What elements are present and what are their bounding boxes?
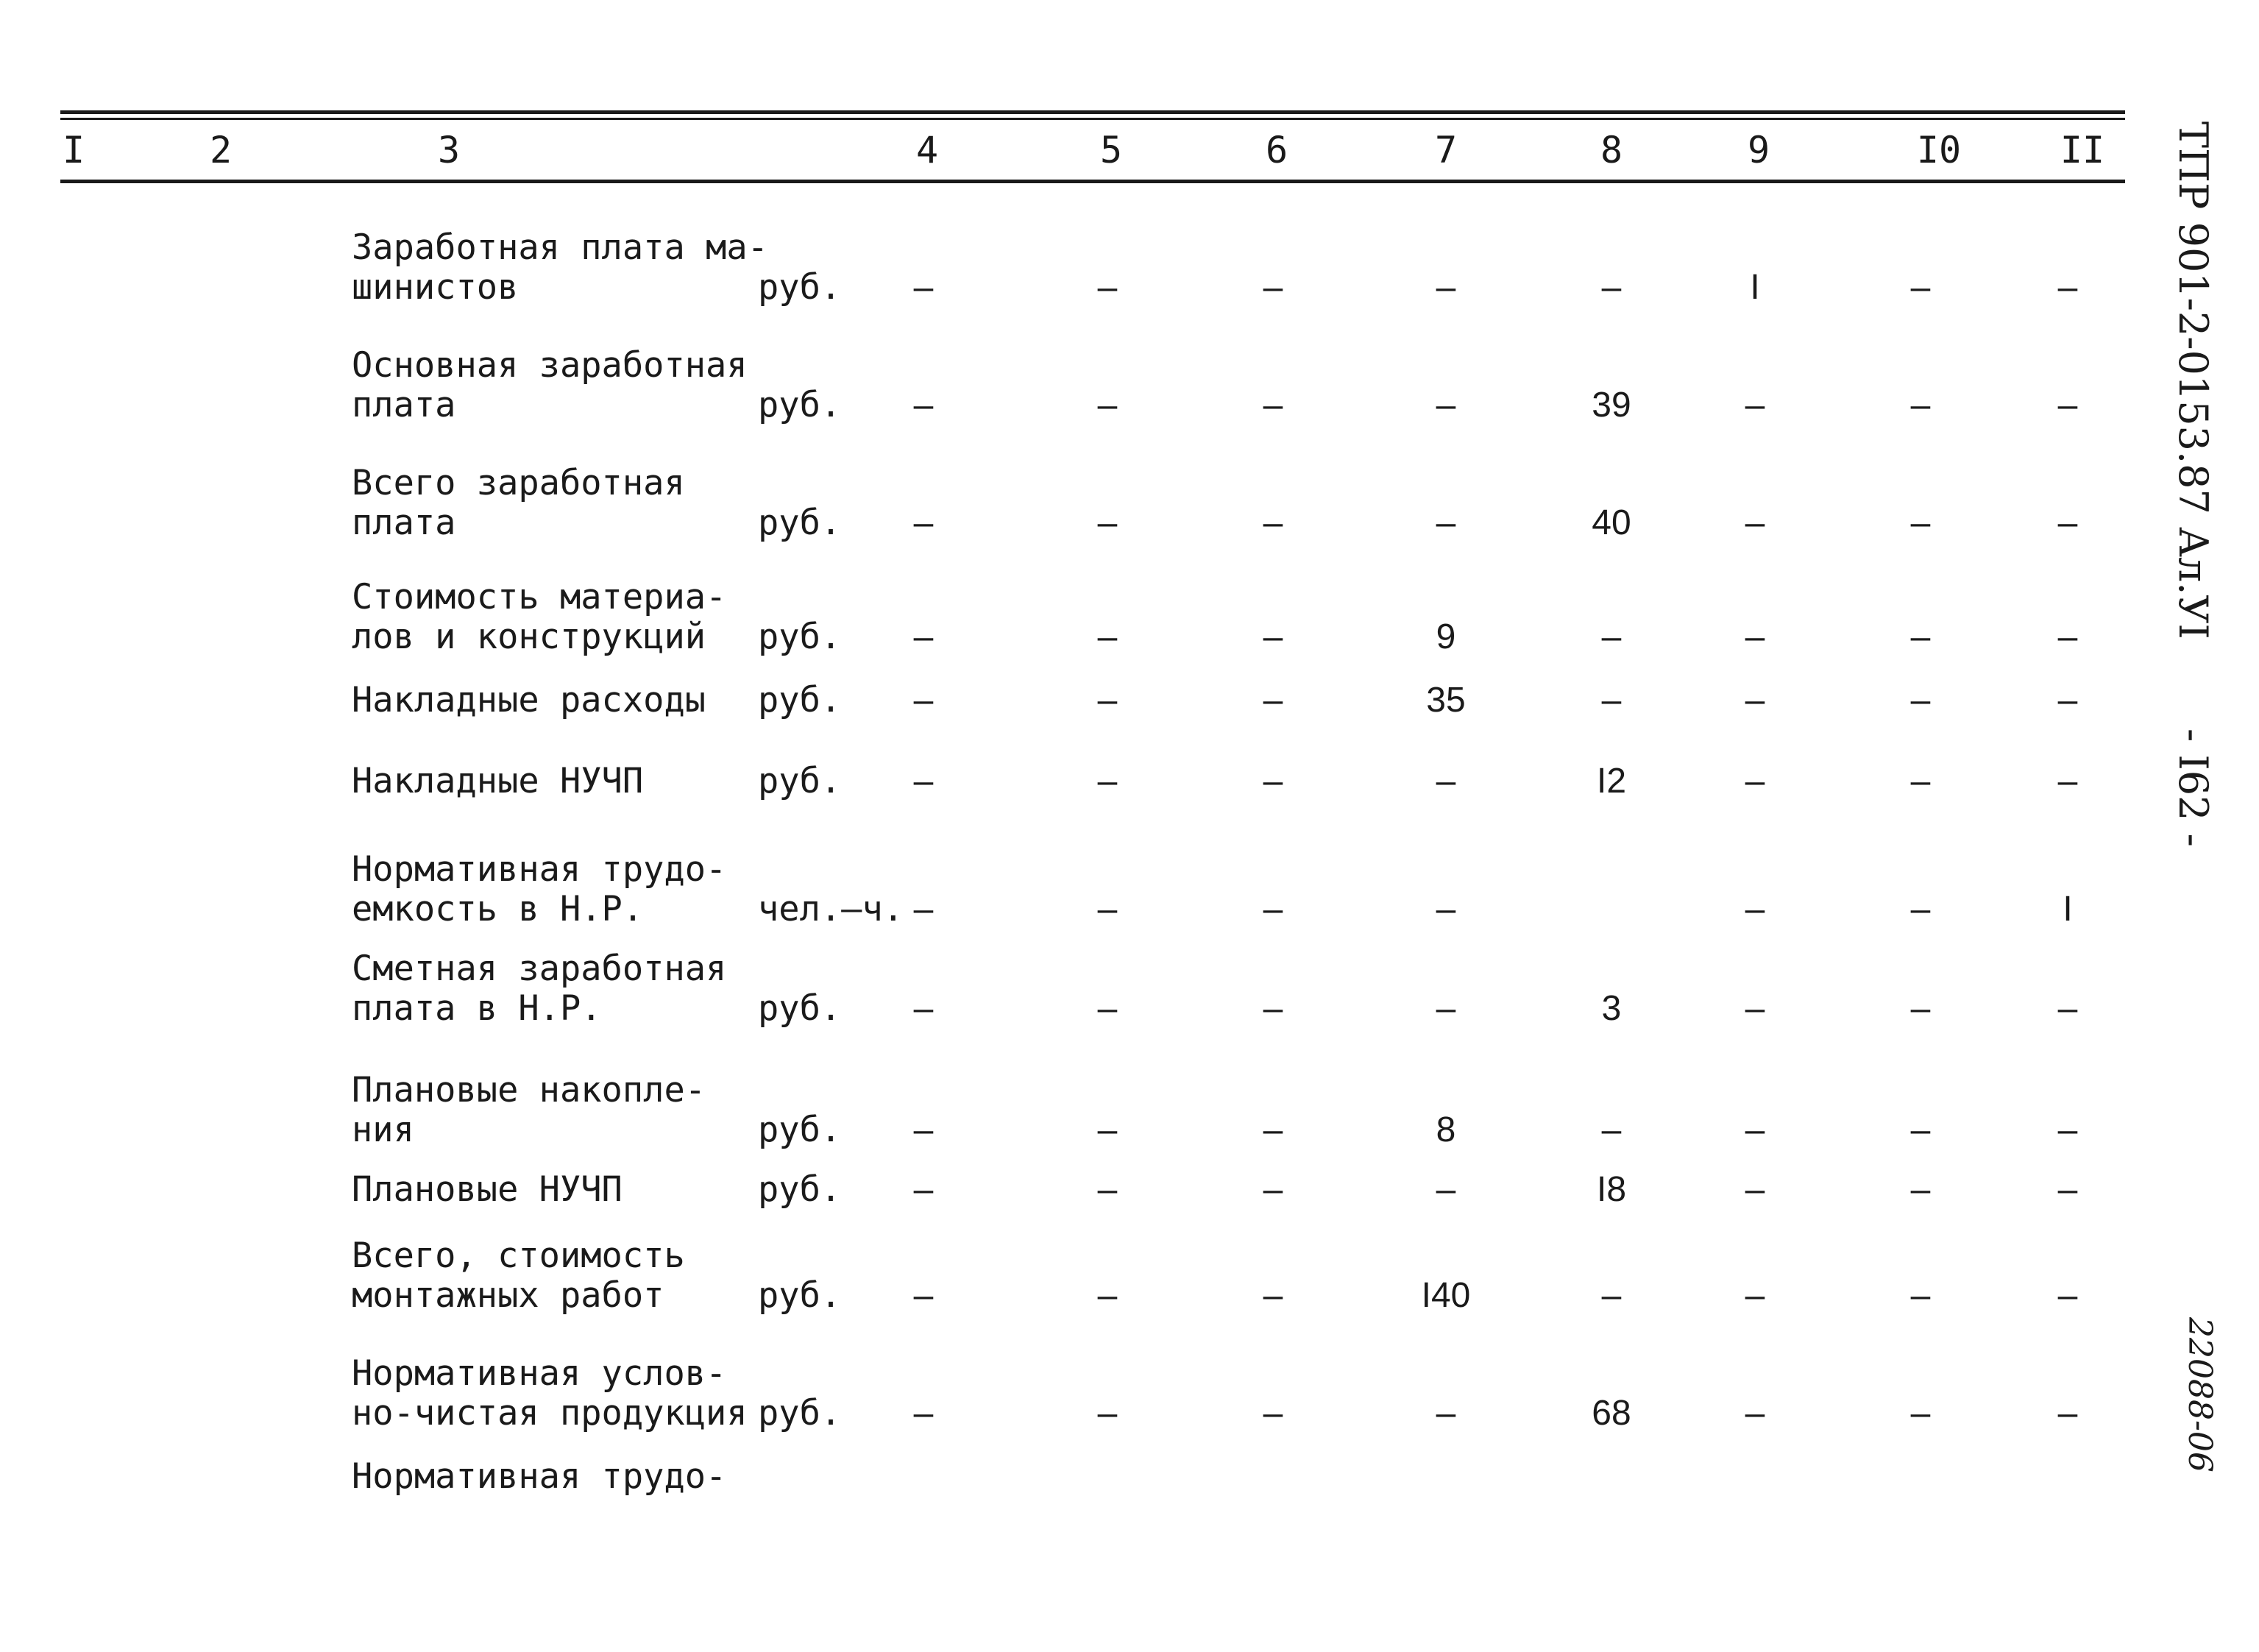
- cell-col-9: –: [1745, 1110, 1765, 1149]
- cell-col-10: –: [1910, 386, 1931, 425]
- cell-col-10: –: [1910, 989, 1931, 1028]
- cell-col-11: –: [2057, 1394, 2078, 1433]
- cell-col-9: –: [1745, 386, 1765, 425]
- cell-col-8: 39: [1592, 386, 1631, 425]
- row-description: Нормативная трудо-: [352, 1456, 727, 1497]
- column-header-4: 4: [915, 129, 939, 171]
- cell-col-11: –: [2057, 503, 2078, 542]
- cell-col-11: –: [2057, 989, 2078, 1028]
- cell-col-9: –: [1745, 503, 1765, 542]
- cell-col-9: –: [1745, 1276, 1765, 1315]
- row-unit: руб.: [758, 267, 842, 308]
- row-description: Плановые НУЧП: [352, 1169, 623, 1210]
- cell-col-6: –: [1263, 890, 1283, 929]
- cell-col-11: –: [2057, 1170, 2078, 1209]
- row-unit: руб.: [758, 988, 842, 1029]
- column-header-11: II: [2060, 129, 2105, 171]
- cell-col-11: –: [2057, 1110, 2078, 1149]
- cell-col-7: –: [1436, 503, 1456, 542]
- cell-col-9: I: [1750, 268, 1760, 307]
- header-bottom-rule: [60, 180, 2125, 183]
- row-unit: руб.: [758, 1169, 842, 1210]
- cell-col-7: –: [1436, 268, 1456, 307]
- cell-col-5: –: [1097, 268, 1118, 307]
- row-description: Стоимость материа- лов и конструкций: [352, 577, 727, 657]
- row-unit: руб.: [758, 617, 842, 657]
- row-description: Всего, стоимость монтажных работ: [352, 1236, 685, 1316]
- cell-col-4: –: [913, 989, 934, 1028]
- row-unit: руб.: [758, 385, 842, 425]
- cell-col-6: –: [1263, 1110, 1283, 1149]
- cell-col-4: –: [913, 503, 934, 542]
- cell-col-10: –: [1910, 1276, 1931, 1315]
- cell-col-4: –: [913, 890, 934, 929]
- cell-col-6: –: [1263, 989, 1283, 1028]
- cell-col-6: –: [1263, 268, 1283, 307]
- row-unit: руб.: [758, 503, 842, 543]
- cell-col-10: –: [1910, 1394, 1931, 1433]
- document-code: ТПР 901-2-0153.87 Ал.УI: [2170, 121, 2216, 639]
- cell-col-7: –: [1436, 890, 1456, 929]
- row-description: Нормативная трудо- емкость в Н.Р.: [352, 849, 727, 929]
- cell-col-11: –: [2057, 762, 2078, 801]
- cell-col-7: 8: [1436, 1110, 1456, 1149]
- row-description: Сметная заработная плата в Н.Р.: [352, 949, 727, 1029]
- column-header-2: 2: [209, 129, 233, 171]
- cell-col-11: –: [2057, 617, 2078, 656]
- cell-col-11: –: [2057, 268, 2078, 307]
- cell-col-9: –: [1745, 1394, 1765, 1433]
- cell-col-10: –: [1910, 1170, 1931, 1209]
- cell-col-8: 3: [1601, 989, 1622, 1028]
- cell-col-6: –: [1263, 1394, 1283, 1433]
- cell-col-8: –: [1601, 268, 1622, 307]
- cell-col-8: I2: [1596, 762, 1627, 801]
- cell-col-8: 68: [1592, 1394, 1631, 1433]
- cell-col-6: –: [1263, 503, 1283, 542]
- cell-col-8: 40: [1592, 503, 1631, 542]
- cell-col-8: –: [1601, 1110, 1622, 1149]
- cell-col-7: –: [1436, 386, 1456, 425]
- header-top-rule-thin: [60, 118, 2125, 120]
- column-header-5: 5: [1099, 129, 1123, 171]
- cell-col-6: –: [1263, 386, 1283, 425]
- cell-col-9: –: [1745, 617, 1765, 656]
- column-header-9: 9: [1747, 129, 1770, 171]
- cell-col-5: –: [1097, 1110, 1118, 1149]
- cell-col-5: –: [1097, 681, 1118, 720]
- cell-col-11: I: [2063, 890, 2073, 929]
- row-unit: руб.: [758, 761, 842, 801]
- row-description: Накладные расходы: [352, 680, 706, 720]
- row-unit: руб.: [758, 1110, 842, 1150]
- column-header-1: I: [62, 129, 85, 171]
- header-top-rule: [60, 110, 2125, 114]
- cell-col-4: –: [913, 268, 934, 307]
- cell-col-10: –: [1910, 762, 1931, 801]
- cell-col-6: –: [1263, 617, 1283, 656]
- row-description: Основная заработная плата: [352, 345, 748, 425]
- column-header-7: 7: [1434, 129, 1458, 171]
- cell-col-10: –: [1910, 890, 1931, 929]
- cell-col-9: –: [1745, 681, 1765, 720]
- cell-col-9: –: [1745, 890, 1765, 929]
- column-header-8: 8: [1600, 129, 1623, 171]
- cell-col-7: 9: [1436, 617, 1456, 656]
- column-header-3: 3: [437, 129, 461, 171]
- cell-col-7: –: [1436, 989, 1456, 1028]
- cell-col-10: –: [1910, 268, 1931, 307]
- cell-col-10: –: [1910, 503, 1931, 542]
- row-description: Заработная плата ма- шинистов: [352, 227, 768, 308]
- cell-col-4: –: [913, 1276, 934, 1315]
- cell-col-4: –: [913, 617, 934, 656]
- cell-col-8: –: [1601, 681, 1622, 720]
- cell-col-9: –: [1745, 989, 1765, 1028]
- cell-col-4: –: [913, 386, 934, 425]
- cell-col-7: –: [1436, 1170, 1456, 1209]
- cell-col-5: –: [1097, 762, 1118, 801]
- cell-col-4: –: [913, 1110, 934, 1149]
- column-header-10: I0: [1916, 129, 1962, 171]
- row-unit: руб.: [758, 1275, 842, 1316]
- row-unit: руб.: [758, 1393, 842, 1433]
- cell-col-4: –: [913, 1170, 934, 1209]
- cell-col-8: I8: [1596, 1170, 1627, 1209]
- row-unit: чел.–ч.: [758, 889, 904, 929]
- archive-stamp: 22088-06: [2181, 1317, 2219, 1472]
- cell-col-5: –: [1097, 503, 1118, 542]
- cell-col-5: –: [1097, 1394, 1118, 1433]
- row-description: Плановые накопле- ния: [352, 1070, 706, 1150]
- cell-col-5: –: [1097, 617, 1118, 656]
- cell-col-10: –: [1910, 617, 1931, 656]
- cell-col-5: –: [1097, 1276, 1118, 1315]
- cell-col-10: –: [1910, 681, 1931, 720]
- page-number: - I62 -: [2170, 728, 2216, 847]
- cell-col-6: –: [1263, 1276, 1283, 1315]
- cell-col-7: –: [1436, 1394, 1456, 1433]
- cell-col-5: –: [1097, 890, 1118, 929]
- cell-col-10: –: [1910, 1110, 1931, 1149]
- cell-col-4: –: [913, 681, 934, 720]
- cell-col-5: –: [1097, 386, 1118, 425]
- row-unit: руб.: [758, 680, 842, 720]
- cell-col-7: –: [1436, 762, 1456, 801]
- cell-col-11: –: [2057, 386, 2078, 425]
- cell-col-7: 35: [1426, 681, 1466, 720]
- cell-col-6: –: [1263, 762, 1283, 801]
- cell-col-4: –: [913, 762, 934, 801]
- row-description: Накладные НУЧП: [352, 761, 644, 801]
- cell-col-9: –: [1745, 1170, 1765, 1209]
- row-description: Нормативная услов- но-чистая продукция: [352, 1353, 748, 1433]
- cell-col-5: –: [1097, 989, 1118, 1028]
- column-header-row: [0, 127, 2259, 174]
- cell-col-8: –: [1601, 1276, 1622, 1315]
- row-description: Всего заработная плата: [352, 463, 685, 543]
- column-header-6: 6: [1265, 129, 1288, 171]
- cell-col-7: I40: [1421, 1276, 1471, 1315]
- cell-col-11: –: [2057, 681, 2078, 720]
- cell-col-8: –: [1601, 617, 1622, 656]
- cell-col-5: –: [1097, 1170, 1118, 1209]
- cell-col-6: –: [1263, 681, 1283, 720]
- cell-col-4: –: [913, 1394, 934, 1433]
- cell-col-6: –: [1263, 1170, 1283, 1209]
- cell-col-9: –: [1745, 762, 1765, 801]
- cell-col-11: –: [2057, 1276, 2078, 1315]
